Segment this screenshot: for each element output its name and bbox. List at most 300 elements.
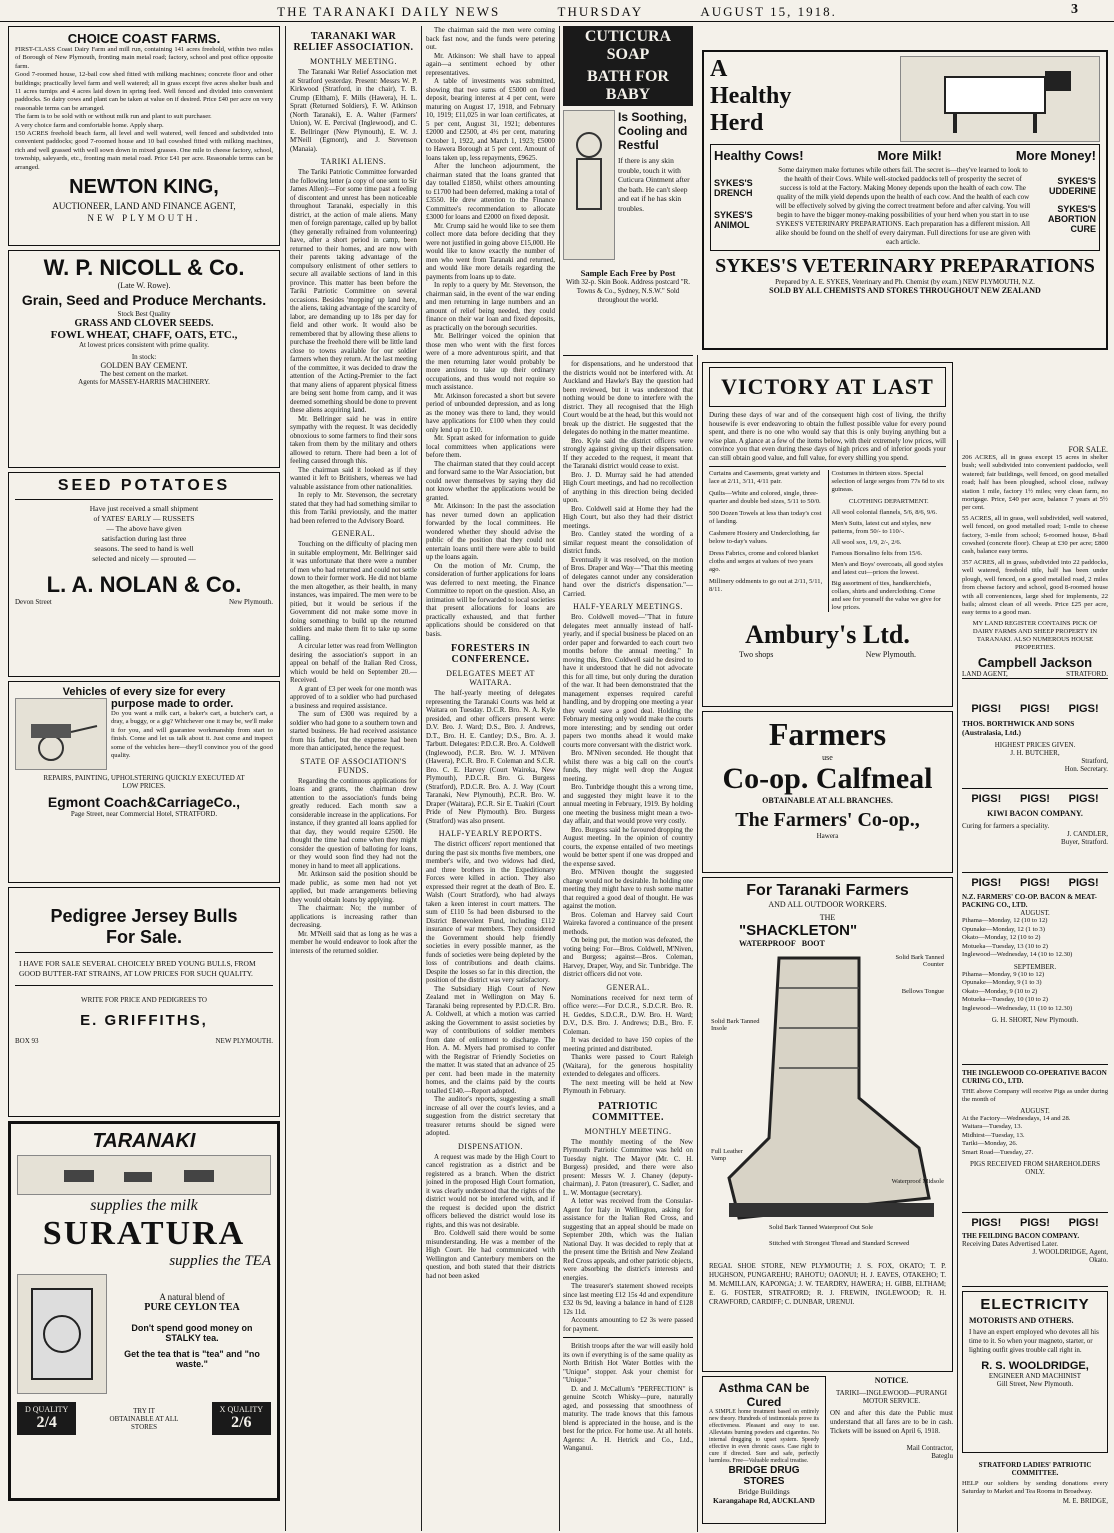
column-1 (8, 26, 280, 1531)
tea-packet-icon (27, 1284, 97, 1384)
article-paragraph: D. and J. McCallum's "PERFECTION" is genuine Scotch Whisky—pure, naturally aged, and possessing that smoothness of maturity. The trade knows that this famous blend is appreciated in the house, and is the best for the price. For home use. At all hotels. Agents: A. H. Hetrick and Co., Ltd., Wanganui. (563, 1384, 693, 1452)
article-paragraph: Bro. Coldwell said at Home they had the High Court, but also they had their district meetings. (563, 504, 693, 530)
ad-title: SEED POTATOES (57, 477, 231, 494)
ad-line: Is Soothing, (618, 110, 687, 124)
notice-title: NOTICE. (874, 1376, 909, 1385)
boot-illustration (709, 948, 946, 1258)
ad-headline: For Taranaki Farmers (746, 882, 909, 899)
ad-text: I HAVE FOR SALE SEVERAL CHOICELY BRED YOUNG BULLS, FROM GOOD BUTTER-FAT STRAINS, AT LOW PRICES FOR SUCH QUALITY. (19, 959, 256, 978)
ad-text: I have an expert employed who devotes all his time to it. So when your magneto, starter, or lighting outfit gives trouble call right in. (969, 1328, 1099, 1354)
article-paragraph: Regarding the continuous applications for loans and grants, the chairman drew attention to the association's funds being greatly reduced. Each month saw a considerable increase in the applications. For instance, if they granted all loans applied for that day, they would require £2500. He thought the time had come when they might consider the question of balloting for loans, or they would soon find they had not the money in hand to meet all applications. (290, 776, 417, 870)
sale-item: Millinery oddments to go out at 2/11, 5/11, 8/11. (709, 578, 823, 593)
schedule-entry: Motueka—Tuesday, 10 (10 to 2) (962, 996, 1048, 1003)
month-heading: AUGUST. (1020, 909, 1050, 917)
ladies-committee-notice (962, 1457, 1108, 1505)
ad-text: A SIMPLE home treatment based on entirely new theory. Hundreds of testimonials prove its effectiveness. Pleasant and easy to use. Alleviates burning powders and cigarettes. No internal drugging to upset system. Speedy effective in even chronic cases. Case right to cure if directed. Sure and safe, perfectly harmless. Free—Valuable medical treatise. (709, 1409, 819, 1464)
advertiser-town: NEW PLYMOUTH. (215, 1037, 273, 1045)
article-paragraph: In reply to Mr. Stevenson, the secretary stated that they had had something similar to this from Tariki previously, and the matter had been referred to the Advisory Board. (290, 491, 417, 525)
product-name: SYKES'S (714, 178, 753, 188)
sale-item: All wool sox, 1/9, 2/-, 2/6. (831, 539, 902, 546)
article-paragraph: Mr. Bellringer voiced the opinion that those men who went with the first forces were of a more adventurous spirit, and that the men returning later would probably be more anxious to take up their ordinary occupations, and thus would not require so much assistance. (426, 332, 555, 391)
ad-line: THE (819, 913, 836, 922)
month-heading: SEPTEMBER. (1013, 962, 1057, 971)
article-paragraph: Bro. Tunbridge thought this a wrong time, and suggested they might leave it to the annual meeting in February, 1919. By holding one meeting the business might mean a two-day affair, and that would prove very costly. (563, 783, 693, 825)
masthead (0, 0, 1114, 22)
article-paragraph: The sum of £300 was required by a soldier who had gone to a southern town and started business. He had received assistance from his father, but the expense had been more than anticipated, hence the request. (290, 710, 417, 752)
inglewood-bacon-ad (962, 1065, 1108, 1213)
pigs-heading: PIGS! (971, 793, 1002, 805)
schedule-entry: Okato—Monday, 9 (10 to 2) (962, 987, 1038, 995)
ad-text: Have just received a small shipment of YATES' EARLY — RUSSETS — The above have given satisfaction during last three seasons. The seed to hand is well selected and nicely — sprouted — (89, 504, 199, 563)
ad-line: At lowest prices consistent with prime quality. (79, 341, 209, 349)
ad-line: Buyer, Stratford. (1061, 838, 1108, 846)
ad-line: MOTORISTS AND OTHERS. (969, 1316, 1074, 1325)
ad-line: SOLD BY ALL CHEMISTS AND STORES THROUGHOUT NEW ZEALAND (769, 286, 1041, 295)
notice-signature: Mail Contractor, (906, 1444, 953, 1452)
pigs-heading: PIGS! (1020, 793, 1050, 805)
firm-address: Devon Street (15, 598, 52, 606)
ad-line: More Money! (1015, 148, 1096, 163)
ad-line: FOWL WHEAT, CHAFF, OATS, ETC., (50, 329, 238, 341)
ad-line: Receiving Dates Advertised Later. (962, 1240, 1059, 1248)
firm-name: N.Z. FARMERS' CO-OP. BACON & MEAT-PACKING CO., LTD. (962, 893, 1097, 909)
sale-item: Curtains and Casements, great variety and lace at 2/11, 3/11, 4/11 pair. (709, 470, 821, 485)
ad-title: FOR SALE. (1068, 445, 1108, 454)
article-subhead: DISPENSATION. (458, 1141, 523, 1151)
product-name: ANIMOL (714, 220, 750, 230)
article-paragraph: The treasurer's statement showed receipts since last meeting £12 15s 4d and expenditure £32 0s 9d, leaving a balance in hand of £128 12s 11d. (563, 1282, 693, 1316)
sale-item: 500 Dozen Towels at less than today's cost of landing. (709, 510, 822, 525)
article-paragraph: Mr. Bellringer said he was in entire sympathy with the request. It was decidedly obnoxious to some farmers to find their sons taken from them by the military and others allowed to return. There had been a lot of feeling caused through this. (290, 414, 417, 465)
firm-name: BRIDGE DRUG STORES (728, 1465, 800, 1487)
ad-line: Sample Each Free by Post (580, 268, 676, 278)
pigs-heading: PIGS! (1068, 703, 1099, 715)
sykes-herd-ad (702, 50, 1108, 350)
nz-farmers-bacon-ad (962, 873, 1108, 1065)
firm-name: THOS. BORTHWICK AND SONS (Australasia, Ltd.) (962, 719, 1075, 737)
firm-name: L. A. NOLAN & Co. (46, 572, 242, 597)
ad-text: WRITE FOR PRICE AND PEDIGREES TO (81, 996, 207, 1004)
article-paragraph: The chairman stated that they could accept and forward same to the War Association, but could never themselves by saying they did not know whether the applications would be granted. (426, 459, 555, 502)
firm-town: New Plymouth. (865, 650, 916, 659)
ad-headline: TARANAKI (92, 1130, 196, 1152)
sale-item: Dress Fabrics, crome and colored blanket cloths and serges at values of two years ago. (709, 550, 819, 573)
boot-feature-label: Stitched with Strongest Thread and Standard Screwed (769, 1240, 910, 1247)
cattle-illustration (17, 1155, 271, 1195)
schedule-entry: Tariki—Monday, 26. (962, 1140, 1018, 1148)
firm-name: KIWI BACON COMPANY. (987, 809, 1083, 818)
ad-headline: CUTICURA SOAP (563, 26, 693, 66)
ad-line: A natural blend of (159, 1292, 225, 1302)
article-paragraph: A request was made by the High Court to cancel registration as a district and be registered as a branch. When the district joined in the proposed High Court formation, it was clearly understood that the rights of the district would not be interfered with, and if the request is decided upon the district officers believed the district would lose its rights, and this was not desirable. (426, 1152, 555, 1229)
article-subhead: MONTHLY MEETING. (310, 57, 397, 66)
article-paragraph: The Taranaki War Relief Association met at Stratford yesterday. Present: Messrs W. P. Kirkwood (Stratford, in the chair), T. B. Crump (Eltham), F. Mills (Hawera), H. L. Spratt (Returned Soldiers), F. W. Atkinson (North Taranaki), E. A. Walter (Farmers' Union), W. E. Percival (Inglewood), and C. E. Bellringer (New Plymouth), E. W. J. M'Neill (Egmont), and J. Stevenson (Manaia). (290, 68, 417, 153)
ad-line: In stock: (131, 353, 157, 361)
ad-headline: SYKES'S VETERINARY PREPARATIONS (715, 255, 1095, 277)
page-number: 3 (1071, 2, 1080, 17)
product-name: SYKES'S (1057, 204, 1096, 214)
ad-line: OBTAINABLE AT ALL BRANCHES. (762, 796, 893, 805)
column-2 (290, 26, 417, 1531)
newspaper-title: THE TARANAKI DAILY NEWS (277, 4, 501, 19)
sale-item: Men's and Boys' overcoats, all good styles and latest cut—prices the lowest. (831, 561, 944, 576)
column-5 (702, 362, 953, 1530)
product-name: SYKES'S (714, 210, 753, 220)
article-paragraph: Accounts amounting to £2 3s were passed for payment. (563, 1316, 693, 1333)
ad-line: Stratford, (1081, 757, 1108, 765)
sale-item: Quilts—White and colored, single, three-quarter and double bed sizes, 5/11 to 50/0. (709, 490, 821, 505)
ad-headline: Healthy (710, 83, 792, 109)
shackleton-boot-ad (702, 877, 953, 1372)
article-paragraph: Bro. J. D. Murray said he had attended High Court meetings, and had no recollection of anything in this direction being decided upon. (563, 470, 693, 504)
article-paragraph: Bro. M'Niven thought the suggested change would not be desirable. In holding one meeting they might have to rush some matter that required a good deal of thought. He was against the motion. (563, 868, 693, 910)
product-name: Co-op. Calfmeal (722, 762, 933, 795)
schedule-entry: Waitara—Tuesday, 13. (962, 1123, 1023, 1131)
article-paragraph: The next meeting will be held at New Plymouth in February. (563, 1078, 693, 1095)
ad-line: GOLDEN BAY CEMENT. (100, 361, 188, 370)
firm-note: Two shops (739, 650, 774, 659)
jersey-bulls-ad (8, 887, 280, 1117)
article-paragraph: Thanks were passed to Court Raleigh (Waitara), for the generous hospitality extended to delegates and officers. (563, 1053, 693, 1078)
sale-item: All wool colonial flannels, 5/6, 8/6, 9/6. (831, 509, 937, 516)
article-subhead: STATE OF ASSOCIATION'S FUNDS. (300, 756, 407, 775)
firm-address: Bridge Buildings (738, 1487, 790, 1496)
boot-feature-label: Bellows Tongue (901, 988, 944, 995)
article-paragraph: The chairman: No; the number of applications is increasing rather than decreasing. (290, 904, 417, 929)
ad-line: J. WOOLDRIDGE, Agent, (1032, 1248, 1108, 1256)
pigs-heading: PIGS! (1068, 793, 1099, 805)
article-paragraph: Mr. Spratt asked for information to guide local committees when applications were before them. (426, 434, 555, 459)
article-paragraph: The monthly meeting of the New Plymouth Patriotic Committee was held on Tuesday night. The Mayor (Mr. C. H. Burgess) presided, and there were also present: Messrs W. J. Chaney (deputy-chairman), J. Paton (treasurer), C. Sadler, and L. W. Montague (secretary). (563, 1137, 693, 1197)
motor-service-notice (830, 1376, 953, 1524)
brand-name: SURATURA (42, 1215, 246, 1252)
feilding-bacon-ad (962, 1213, 1108, 1287)
farmers-calfmeal-ad (702, 711, 953, 873)
ad-text: A very choice farm and comfortable home. Apply sharp. (15, 121, 164, 129)
cow-illustration (900, 56, 1100, 142)
pigs-heading: PIGS! (1020, 877, 1050, 889)
listing: 206 ACRES, all in grass except 15 acres in shelter bush; well subdivided into convenient paddocks, well watered; fair buildings, well fenced, on good metalled road; half has been ploughed, school close, railway station 1 mile, factory 1½ miles; very clean farm, no mortgage. Price, £40 per acre, balance 7 years at 5½ per cent. (962, 454, 1108, 512)
suratura-tea-ad (8, 1121, 280, 1501)
notice-location: Bateglu (931, 1452, 953, 1460)
ad-line: Get the tea that is "tea" and "no waste." (124, 1349, 260, 1369)
choice-coast-farms-ad (8, 26, 280, 246)
ad-line: PIGS RECEIVED FROM SHAREHOLDERS ONLY. (969, 1160, 1101, 1177)
product-name: CURE (1070, 224, 1096, 234)
ad-line: ENGINEER AND MACHINIST (988, 1372, 1082, 1380)
firm-subtitle: LAND AGENT, (962, 669, 1008, 678)
column-rule (697, 355, 698, 1532)
article-subhead: HALF-YEARLY MEETINGS. (573, 602, 683, 611)
article-subhead: GENERAL. (331, 529, 376, 538)
article-paragraph: On being put, the motion was defeated, the voting being: For—Bros. Coldwell, M'Niven, and Burgess; against—Bros. Coleman, Harvey, Draper, Way, and Sir. Tunbridge. The district officers did not vote. (563, 936, 693, 978)
article-paragraph: Bro. Coldwell moved—"That in future delegates meet annually instead of half-yearly, and if special business be placed on an order paper and forwarded to each court two months before the annual meeting." In moving this, Bro. Coldwell said he desired to have it understood that he did not advocate this for all time, but only during the duration of the war. It had been demonstrated that the management expenses required careful handling, and by dropping one meeting a year they would save a good deal. Holding the February meeting only would make the courts more interesting; and by sending out order papers two months ahead it would make courts more conversant with the district work. (563, 613, 693, 749)
pigs-heading: PIGS! (1020, 1217, 1050, 1229)
ad-text: THE above Company will receive Pigs as under during the month of (962, 1088, 1108, 1104)
article-headline: TARANAKI WAR RELIEF ASSOCIATION. (293, 31, 414, 53)
cattle-icon (44, 1160, 244, 1190)
ad-headline: BATH FOR BABY (563, 66, 693, 106)
article-subhead: GENERAL. (606, 982, 650, 992)
ad-text: REPAIRS, PAINTING, UPHOLSTERING QUICKLY EXECUTED AT LOW PRICES. (43, 774, 245, 790)
article-paragraph: Bro. M'Niven seconded. He thought that whilst there was a big call on the court's funds, they might well drop the August meeting. (563, 749, 693, 783)
vehicles-ad (8, 681, 280, 883)
ad-title: CHOICE COAST FARMS. (67, 31, 221, 46)
ad-line: TRY IT (133, 1406, 155, 1415)
column-4 (563, 26, 693, 1531)
ad-headline: Farmers (768, 716, 887, 752)
issue-date: AUGUST 15, 1918. (700, 4, 837, 19)
schedule-entry: Pihama—Monday, 12 (10 to 12) (962, 917, 1048, 924)
article-subhead: MONTHLY MEETING. (584, 1126, 672, 1136)
column-3 (426, 26, 555, 1531)
firm-address: Page Street, near Commercial Hotel, STRATFORD. (70, 810, 218, 818)
schedule-entry: Inglewood—Wednesday, 11 (10 to 12.30) (962, 1004, 1073, 1012)
article-subhead: DELEGATES MEET AT WAITARA. (446, 669, 535, 687)
ad-line: Healthy Cows! (714, 148, 804, 163)
ad-text: The farm is to be sold with or without milk run and plant to suit purchaser. (15, 113, 212, 121)
tea-packet-illustration (17, 1274, 107, 1394)
article-paragraph: Mr. M'Neill said that as long as he was a member he would endeavor to look after the interests of the returned soldier. (290, 929, 417, 955)
ad-text: If there is any skin trouble, touch it with Cuticura Ointment after the bath. He can't sleep and eat if he has skin troubles. (618, 156, 690, 213)
cart-illustration (15, 698, 107, 770)
article-paragraph: On the motion of Mr. Crump, the consideration of further applications for loans was deferred to next meeting, the Finance Committee to report on the question. Also, an intimation will be forwarded to local societies that present allocations for loans are practically exhausted, and that further applications should be considered on that basis. (426, 561, 555, 638)
listing: 55 ACRES, all in grass, well subdivided, well watered, well fenced, on good metalled road; 1-mile to cheese factory, 3-mile from school; 6-roomed house, 8-bail cowshed (concrete floor). Cheap at £30 per acre; £800 cash, balance easy terms. (962, 514, 1108, 556)
ad-line: Prepared by A. E. SYKES, Veterinary and Ph. Chemist (by exam.) NEW PLYMOUTH, N.Z. (775, 278, 1035, 286)
schedule-entry: At the Factory—Wednesdays, 14 and 28. (962, 1114, 1071, 1122)
pigs-heading: PIGS! (971, 1217, 1002, 1229)
column-rule (285, 26, 286, 1531)
quality-label: D QUALITY (25, 1405, 69, 1414)
article-paragraph: Mr. Atkinson said the position should be made public, as some men had not yet applied, but made arrangements believing they would obtain loans by applying. (290, 870, 417, 904)
farm-sale-ad (962, 445, 1108, 703)
firm-name: Campbell Jackson (977, 654, 1093, 670)
ad-line: use (822, 753, 833, 762)
sale-item: Men's Suits, latest cut and styles, new patterns, from 50/- to 110/-. (831, 520, 932, 535)
ad-title: purpose made to order. (111, 698, 234, 710)
article-paragraph: The chairman said the men were coming back fast now, and the funds were petering out. (426, 26, 555, 51)
agent-name: G. H. SHORT, New Plymouth. (991, 1016, 1079, 1024)
product-name: ABORTION (1048, 214, 1096, 224)
firm-town: Hawera (816, 832, 839, 840)
box-number: BOX 93 (15, 1037, 39, 1045)
ad-headline: Herd (710, 110, 764, 136)
cuticura-ad (563, 26, 693, 356)
ad-headline: A (710, 56, 728, 82)
ad-line: Curing for farmers a speciality. (962, 822, 1050, 830)
boot-feature-label: Waterproof Midsole (891, 1178, 944, 1185)
baby-icon (567, 125, 611, 245)
ad-line: HIGHEST PRICES GIVEN. (994, 741, 1076, 749)
boot-feature-label: Full Leather Vamp (711, 1148, 743, 1162)
cow-icon (915, 61, 1085, 137)
ad-text: During these days of war and of the consequent high cost of living, the thrifty housewife is ever endeavoring to obtain the fullest possible value for every pound spent, and there is no one who would say that this is only buying anything but a wise plan. A glance at a few of the items below, with their extremely low prices, will convince you that even during these days of high prices and of inferior goods your can still obtain good value, and full value, for every shilling you spend. (709, 411, 946, 462)
ad-text: Some dairymen make fortunes while others fail. The secret is—they've learned to look to the health of their Cows. While well-stocked paddocks tell of prosperity the secret of success is told at the Factory. Making Money depends upon the health of each cow. The quality of the milk yield depends upon the health of each cow. And the health of each cow will be effectively solved by giving the correct treatment before and after calving. You will begin to have the bigger money-making possibilities of your herd when you start in to use SYKES'S VETERINARY PREPARATIONS. Each preparation has a different mission. All alike should be found on the shelf of every dairyman. Full directions for use are given with each article. (775, 166, 1031, 246)
product-name: SYKES'S (1057, 176, 1096, 186)
stockist-list: REGAL SHOE STORE, NEW PLYMOUTH; J. S. FOX, OKATO; T. P. HUGHSON, PUNGAREHU; RAHOTU; OAONUI; H. J. EAVES, OTAKEHO; T. M. McMILLAN, KAPONGA; J. W. TEARDRY, HAWERA; H. GIBB, ELTHAM; E. G. FOSTER, STRATFORD; R. J. FREWIN, INGLEWOOD; R. H. CRAWFORD, CARDIFF; C. DUNBAR, URENUI. (709, 1262, 946, 1306)
firm-name: Egmont Coach&CarriageCo., (47, 794, 241, 810)
article-paragraph: The auditor's reports, suggesting a small increase of all over the court's levies, and a suggestion from the district secretary that treasurer returns should be signed were adopted. (426, 1095, 555, 1137)
notice-title: STRATFORD LADIES' PATRIOTIC COMMITTEE. (978, 1461, 1092, 1477)
pigs-heading: PIGS! (1068, 1217, 1099, 1229)
issue-day: THURSDAY (557, 4, 644, 19)
ad-text: 150 ACRES freehold beach farm, all level and well watered, well fenced and subdivided into convenient paddocks; good 7-roomed house and 10 bail cowshed fitted with milking machines, rich and well grassed with well sown down in mixed grasses. One mile to cheese factory, school, township, saleyards, etc., fronting main metal road. Price £41 per acre. Reasonable terms can be arranged. (15, 130, 273, 171)
boot-feature-label: Solid Bark Tanned Counter (895, 954, 944, 968)
ad-text: With 32-p. Skin Book. Address postcard "R. Towns & Co., Sydney, N.S.W." Sold throughout the world. (565, 278, 691, 304)
firm-location: NEW PLYMOUTH. (87, 213, 201, 224)
firm-address: Gill Street, New Plymouth. (996, 1380, 1074, 1388)
kiwi-bacon-ad (962, 789, 1108, 873)
firm-subtitle: AUCTIONEER, LAND AND FINANCE AGENT, (52, 201, 236, 212)
article-paragraph: The district officers' report mentioned that during the past six months five members, one member's wife, and two widows had died, and three brothers in the Expeditionary Forces were killed in action. They also expressed their regret at the death of Bro. E. Walsh (Court Stratford), who had always taken a keen interest in court matters. The sum of £110 5s had been disbursed to the District Benevolent Fund, including £112 insurance of war members. They considered the Government should help friendly societies in every possible manner, as the funds of societies were being depleted by the loss of contributions and death claims. Despite the losses so far in this direction, the position of the district was very satisfactory. (426, 840, 555, 984)
column-rule (559, 26, 560, 1531)
cart-icon (21, 704, 101, 764)
pigs-heading: PIGS! (1020, 703, 1050, 715)
article-paragraph: Mr. Atkinson: In the past the association has never turned down an application forwarded by the local committees. He wondered whether they should advise the public of the position that they could not entertain loans until there were able to build up the loans again. (426, 502, 555, 561)
notice-signature: M. E. BRIDGE, (1062, 1496, 1108, 1505)
ad-line: Cooling and (618, 124, 688, 138)
article-paragraph: The half-yearly meeting of delegates representing the Taranaki Courts was held at Waitara on Tuesday. D.C.R. Bro. N. A. Kyle presided, and other officers present were: D.V. Bro. J. Ward; D.S., Bro. J. Andrews, D.T., Bro. H. E. Cantley; D.S., Bro. A. J. Tarbutt. Delegates: P.D.C.R. Bro. A. Coldwell (Inglewood), P.C.R. Bro. W. J. M'Niven (Hawera), P.C.R. Bro. F. Coleman and S.C.R. Bro. C. E. Harvey (Court Waireka, New Plymouth), P.D.C.R. Bro. G. Burgess (Stratford), P.D.C.R. Bro. A. J. Way (Court Taranaki, New Plymouth), P.C.R. Bro. W. Draper (Waitara), P.C.R. Sir E. Tuakiri (Court Pride of New Plymouth). Bro. Burgess (Stratford) was also present. (426, 689, 555, 825)
victory-at-last-ad (702, 362, 953, 707)
article-paragraph: Bro. Burgess said he favoured dropping the August meeting. In the opinion of country courts, the expense entailed of two meetings would be better spent if one was dropped and the expense saved. (563, 825, 693, 868)
firm-name: THE FEILDING BACON COMPANY. (962, 1232, 1080, 1240)
pigs-heading: PIGS! (971, 703, 1002, 715)
price: 2/6 (231, 1414, 252, 1431)
article-subhead: HALF-YEARLY REPORTS. (438, 829, 543, 838)
ad-title: For Sale. (105, 927, 183, 947)
article-paragraph: British troops after the war will easily hold its own if everything is of the same quality as North British Hot Water Bottles with the "Unique" stopper. Ask your chemist for "Unique." (563, 1342, 693, 1384)
sale-item: Cashmere Hosiery and Underclothing, far below to-day's values. (709, 530, 820, 545)
firm-town: New Plymouth. (229, 598, 273, 606)
article-paragraph: The chairman said it looked as if they wanted it left to Britishers, whereas we had valuable assistance from other nationalities. (290, 465, 417, 491)
schedule-entry: Midhirst—Tuesday, 13. (962, 1131, 1025, 1139)
article-paragraph: Touching on the difficulty of placing men in suitable employment, Mr. Bellringer said it was unfortunate that there were a number of men who had returned and could not settle down to their former work. He did not blame the men altogether, as their health, in many instances, was impaired. The men were to be pitied, but it would be serious if the Government did not make some move in doing something to build up the returned soldiers and make them fit to take up some calling. (290, 540, 417, 642)
article-paragraph: A grant of £3 per week for one month was approved of to a soldier who had purchased a business and required assistance. (290, 684, 417, 710)
ad-line: The best cement on the market. (100, 370, 188, 378)
ad-headline: Asthma CAN be Cured (718, 1381, 810, 1409)
ad-line: Stock Best Quality (117, 310, 171, 318)
article-headline: PATRIOTIC COMMITTEE. (592, 1100, 664, 1123)
ad-text: Good 7-roomed house, 12-bail cow shed fitted with milking machines; concrete floor and other buildings; practically level farm and well watered; all in grass except five acres shelter bush and 11 acres turnips and 4 acres laid down in spring feed. Well fenced and divided into convenient paddocks. So dairy cows and plant can be taken at value on if desired. Price £40 per acre on very reasonable terms can be arranged. (15, 71, 273, 112)
article-paragraph: Mr. Atkinson forecasted a short but severe period of unbounded depression, and as long as the money was there to land, they would have applications for £100 when they could only lend up to £10. (426, 391, 555, 434)
schedule-entry: Okato—Monday, 12 (10 to 2) (962, 934, 1041, 941)
schedule-entry: Pihama—Monday, 9 (10 to 12) (962, 970, 1045, 978)
ad-headline: VICTORY AT LAST (709, 367, 946, 407)
schedule-entry: Smart Road—Tuesday, 27. (962, 1148, 1034, 1156)
article-paragraph: Eventually it was resolved, on the motion of Bros. Draper and Way—"That this meeting of delegates cannot under any consideration hand over the district's dispensation."—Carried. (563, 555, 693, 598)
ad-line: Don't spend good money on STALKY tea. (131, 1323, 253, 1343)
firm-name: NEWTON KING, (69, 176, 219, 199)
article-paragraph: A letter was received from the Consular-Agent for Italy in Wellington, asking for assistance for the Italian Red Cross, and suggesting that an appeal should be made on September 20th, which was the Italian National Day. It was decided to reply that at the present time the British and New Zealand Red Cross appeals, and other patriotic objects, were absorbing the district's interests and energies. (563, 1197, 693, 1282)
ad-line: GRASS AND CLOVER SEEDS. (74, 318, 214, 329)
firm-name: Ambury's Ltd. (745, 620, 910, 649)
article-paragraph: Bro. Cantley stated the wording of a similar request meant the consolidation of district funds. (563, 530, 693, 555)
article-paragraph: The Tariki Patriotic Committee forwarded the following letter (a copy of one sent to Sir James Allen):—For some time past a feeling of discontent and unrest has been noticeable throughout Taranaki, especially in this district, at the action of male aliens. Many men of foreign parentage, called up by ballot (they generally refrained from volunteering) have, after a short period in camp, been returned to their homes, and are now with their parents taking advantage of the compulsory enlistment of other settlers to secure all available sections of land in this province. This matter has been before the Tariki Patriotic Committee on several occasions. Besides 'mopping' up land here, the aliens, taking advantage of the scarcity of labor, are demanding up to 18s per day for field and other work. It would also be remembered that by allowing these aliens to purchase the freehold there will be little land close to towns available for our soldier farmers when they return. At the last meeting of the committee, it was decided to draw the attention of the Acting-Premier to the fact that many aliens of apparent physical fitness are being sent home from camp, and it was deemed something should be done to prevent these aliens acquiring land. (290, 168, 417, 414)
price: 2/4 (36, 1414, 57, 1431)
ad-line: J. H. BUTCHER, (1010, 749, 1060, 757)
borthwick-ad (962, 703, 1108, 789)
ad-line: AND ALL OUTDOOR WORKERS. (768, 900, 887, 909)
electricity-ad (962, 1291, 1108, 1453)
ad-line: Agents for MASSEY-HARRIS MACHINERY. (78, 378, 210, 386)
article-paragraph: The Subsidiary High Court of New Zealand met in Wellington on May 6. Taranaki being represented by P.D.C.R. Bro. A. Coldwell, at which a motion was carried asking the Government to assist societies by way of contributions of soldier members from date of enlistment to discharge. The Hon. A. M. Myers had promised to confer with the Registrar of Friendly Societies on the matter. It was stated that an advance of 25 per cent. had been made in the maternity homes, and the claims paid by the courts totalled £140.—Report adopted. (426, 984, 555, 1095)
schedule-entry: Opunake—Monday, 12 (1 to 3) (962, 925, 1045, 933)
listing: MY LAND REGISTER CONTAINS PICK OF DAIRY FARMS AND SHEEP PROPERTY IN TARANAKI. ALSO NUMEROUS HOUSE PROPERTIES. (972, 619, 1098, 651)
firm-name: The Farmers' Co-op., (735, 809, 920, 831)
firm-name: W. P. NICOLL & Co. (43, 255, 245, 280)
advertiser-name: E. GRIFFITHS, (80, 1012, 208, 1029)
notice-text: HELP our soldiers by sending donations every Saturday to Market and Tea Rooms in Broadway. (962, 1480, 1108, 1496)
notice-text: ON and after this date the Public must understand that all fares are to be in cash. Tickets will be issued on April 6, 1918. (830, 1409, 953, 1435)
sale-section: CLOTHING DEPARTMENT. (848, 498, 929, 505)
column-6 (962, 445, 1108, 1530)
ad-title: Pedigree Jersey Bulls (50, 906, 238, 926)
article-paragraph: Bro. Kyle said the district officers were strongly against giving up their dispensation. If they acceded to the request, it meant that the Taranaki district would cease to exist. (563, 436, 693, 470)
ad-headline: ELECTRICITY (980, 1296, 1090, 1313)
sale-item: Costumes in thirteen sizes. Special selection of large serges from 77s 6d to six guineas. (831, 470, 945, 493)
firm-name: R. S. WOOLDRIDGE, (981, 1360, 1089, 1372)
schedule-entry: Opunake—Monday, 9 (1 to 3) (962, 979, 1042, 986)
schedule-entry: Motueka—Tuesday, 13 (10 to 2) (962, 942, 1048, 950)
ad-line: More Milk! (877, 148, 942, 163)
pigs-heading: PIGS! (1068, 877, 1099, 889)
ad-line: supplies the TEA (169, 1253, 271, 1269)
nicoll-ad (8, 250, 280, 468)
ad-line: WATERPROOF (739, 939, 796, 948)
ad-text: FIRST-CLASS Coast Dairy Farm and mill run, containing 141 acres freehold, within two miles of Borough of New Plymouth, fronting main metal road; factory, school and post office opposite farm. (15, 46, 273, 70)
sale-item: Big assortment of ties, handkerchiefs, collars, shirts and underclothing. Come and see for yourself the value we give for low prices. (831, 580, 941, 611)
ad-line: Hon. Secretary. (1064, 765, 1108, 773)
article-subhead: TARIKI ALIENS. (320, 157, 387, 166)
asthma-ad (702, 1376, 826, 1524)
ad-title: Vehicles of every size for every (62, 686, 226, 698)
firm-town: STRATFORD. (1066, 669, 1108, 678)
article-paragraph: Mr. Atkinson: We shall have to appeal again—a sentiment echoed by other representatives. (426, 51, 555, 77)
product-name: DRENCH (714, 188, 753, 198)
boot-feature-label: Solid Bark Tanned Insole (711, 1018, 760, 1032)
month-heading: AUGUST. (1020, 1106, 1050, 1115)
firm-name: THE INGLEWOOD CO-OPERATIVE BACON CURING CO., LTD. (962, 1069, 1107, 1085)
ad-line: Okato. (1089, 1256, 1108, 1264)
firm-address: Karangahape Rd, AUCKLAND (713, 1496, 815, 1505)
column-rule (957, 440, 958, 1532)
pigs-heading: PIGS! (971, 877, 1002, 889)
article-paragraph: Bro. Coldwell said there would be some misunderstanding. He was a member of the High Court. He had communicated with Wellington and Canterbury members on the question, and both stated that their districts had not been asked (426, 1229, 555, 1280)
article-paragraph: A circular letter was read from Wellington desiring the association's support in an appeal on behalf of the Italian Red Cross, which would be held on September 20.—Received. (290, 642, 417, 684)
article-paragraph: Nominations received for next term of office were:—For D.C.R., S.D.C.R. Bro. R. H. Geddes, S.D.C.R., D.W. Bro. H. Ward; D.V., D.S. Bro. J. Andrews; D.B., Bro. F. Coleman. (563, 993, 693, 1036)
article-paragraph: for dispensations, and he understood that the districts would not be interfered with. At Auckland and Hawke's Bay the question had been reviewed, but it was understood that nothing would be done to interfere with the district. They all recognised that the High Court would be at the head, but this would not break up the district. He suggested that the delegates do nothing in the matter meantime. (563, 360, 693, 436)
article-paragraph: A table of investments was submitted, showing that two sums of £5000 on fixed deposit, bearing interest at 4 per cent, were maturing on August 17, 1918, and February 10, 1919; £11,025 in war loan certificates, at 5 per cent, August 31, 1921; debentures £2000 and £2500, at 4½ per cent, maturing October 1, 1922, and March 1, 1923; £5000 to Hawera Borough at 5 per cent. Amount of loans taken up, less repayments, £9625. (426, 77, 555, 162)
ad-text: Do you want a milk cart, a baker's cart, a butcher's cart, a dray, a buggy, or a gig? Whichever one it may be, we'll make it for you, and will guarantee workmanship from start to finish. Come and let us talk about it. Just come and inspect some of the vehicles here—they'll convince you of the good quality. (111, 710, 273, 760)
article-paragraph: After the luncheon adjournment, the chairman stated that the loans granted that day totalled £1850, whilst others amounting to £1700 had been deferred, making a total of £3550. He drew attention to the Finance Committee's recommendation to allocate £3000 for loans and £2000 on fixed deposit. (426, 162, 555, 221)
product-name: "SHACKLETON" (739, 922, 858, 939)
ad-line: OBTAINABLE AT ALL STORES (109, 1414, 179, 1431)
ad-line: BOOT (801, 939, 825, 948)
baby-illustration (563, 110, 615, 260)
article-paragraph: In reply to a query by Mr. Stevenson, the chairman said, in the event of the war ending and men returning in large numbers and an amount of relief being needed, they could finance on their war loan and fixed deposits, as practically on the borough securities. (426, 281, 555, 332)
sale-item: Famous Borsalino felts from 15/6. (831, 550, 923, 557)
ad-line: Restful (618, 138, 659, 152)
seed-potatoes-ad (8, 472, 280, 677)
article-paragraph: Mr. Crump said he would like to see them collect more data before deciding that they were not justified in going above £15,000. He would like to know exactly the number of men who went from Taranaki and returned, and would like more details regarding the payments from loans up to date. (426, 221, 555, 281)
column-rule (421, 26, 422, 1531)
schedule-entry: Inglewood—Wednesday, 14 (10 to 12.30) (962, 951, 1073, 958)
ad-line: supplies the milk (90, 1197, 198, 1214)
ad-line: J. CANDLER, (1066, 830, 1108, 838)
article-paragraph: It was decided to have 150 copies of the meeting printed and distributed. (563, 1036, 693, 1053)
article-paragraph: Bros. Coleman and Harvey said Court Waireka favored a continuance of the present methods. (563, 910, 693, 936)
listing: 357 ACRES, all in grass, subdivided into 22 paddocks, well watered, freehold title, half has been under plough, well fenced, on a good metalled road, 2 miles from cheese factory and school, good 8-roomed house with all conveniences, large shed for implements, 22 bails; almost clean of all weeds. Price £25 per acre, easy terms to a good man. (962, 558, 1108, 617)
